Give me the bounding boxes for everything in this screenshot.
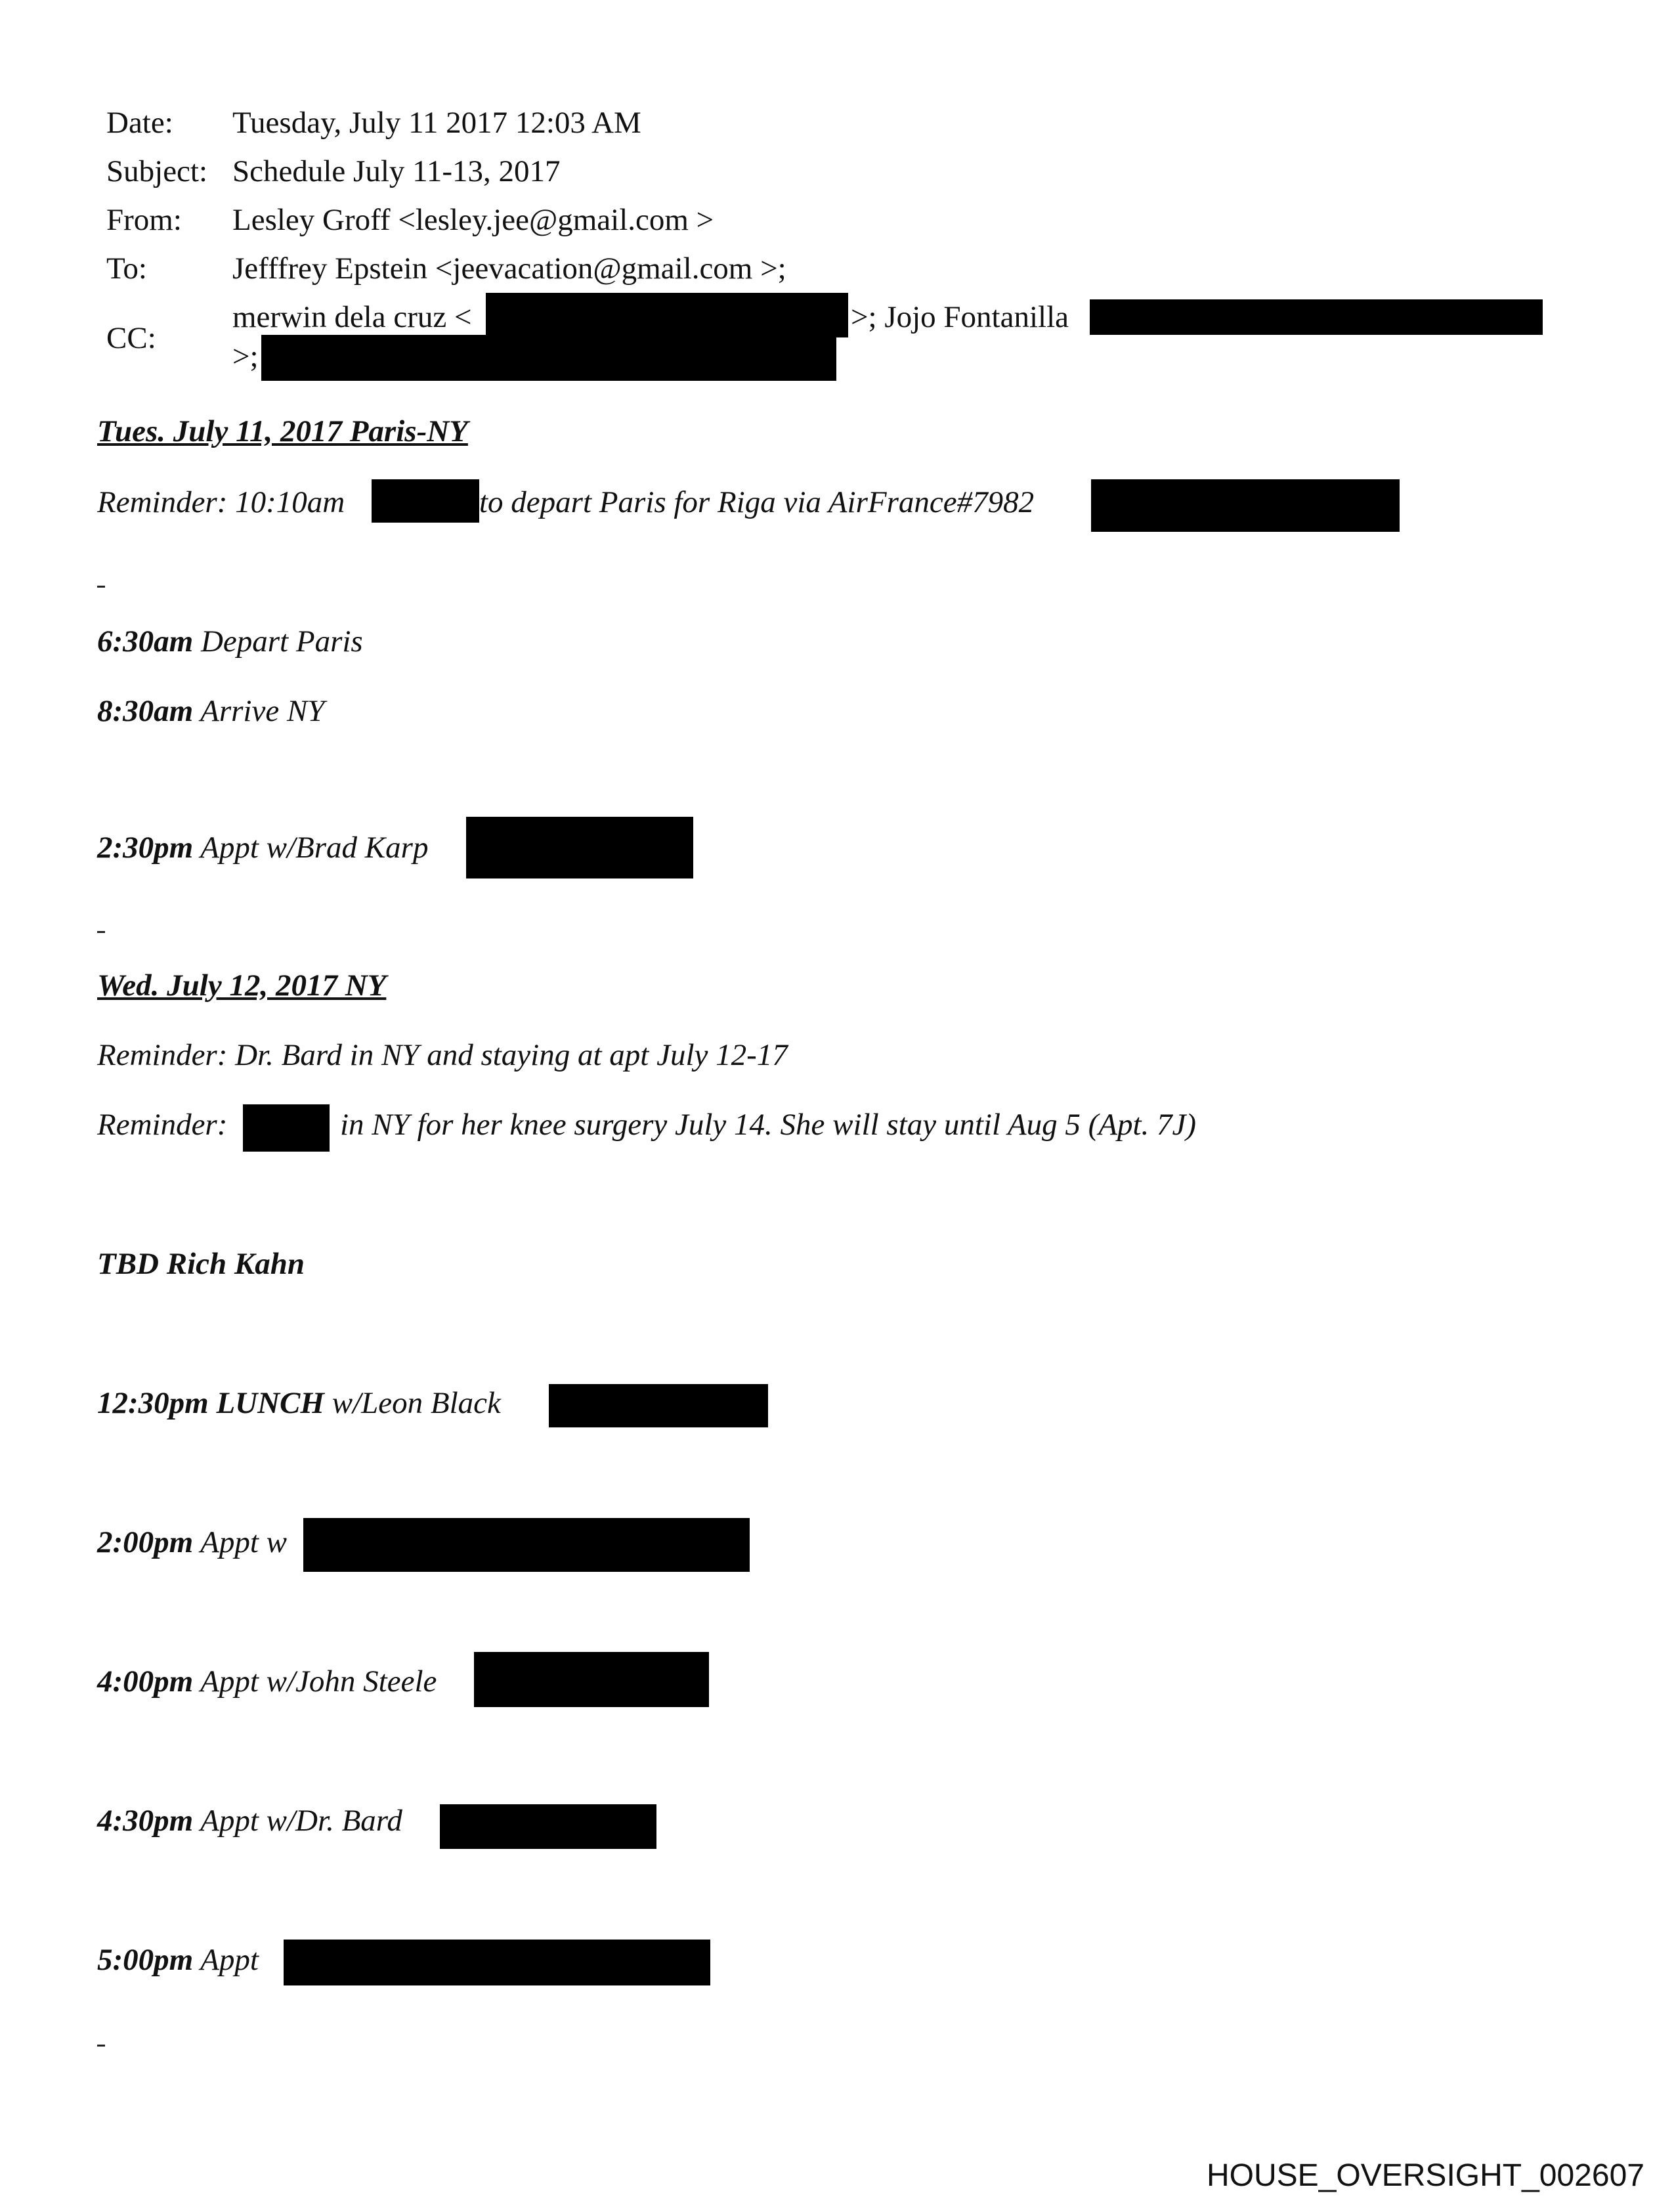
redaction-box	[261, 335, 836, 381]
subject-value: Schedule July 11-13, 2017	[232, 154, 561, 188]
dash-separator	[97, 586, 105, 588]
redaction-box	[474, 1652, 709, 1707]
entry-time: 2:30pm	[97, 831, 194, 865]
day2-entry	[97, 1806, 402, 1836]
redaction-box	[1091, 479, 1400, 532]
to-value: Jefffrey Epstein <jeevacation@gmail.com >;	[232, 251, 786, 286]
entry-text: Appt	[200, 1943, 259, 1977]
cc-value-part1: merwin dela cruz <	[232, 300, 472, 334]
day1-reminder-suffix: to depart Paris for Riga via AirFrance#7982	[479, 485, 1035, 519]
entry-text: Appt w/Brad Karp	[200, 831, 429, 865]
cc-value-part2: >; Jojo Fontanilla	[851, 300, 1069, 334]
redaction-box	[243, 1104, 330, 1152]
redaction-box	[303, 1518, 750, 1572]
redaction-box	[372, 479, 479, 523]
cc-value-part3: >;	[232, 339, 259, 374]
day2-reminder-1: Reminder: Dr. Bard in NY and staying at apt July 12-17	[97, 1038, 788, 1072]
from-label: From:	[106, 203, 182, 237]
day1-entry	[97, 833, 428, 863]
entry-text: Arrive NY	[200, 694, 325, 728]
entry-time: 12:30pm LUNCH	[97, 1386, 324, 1420]
entry-time: 4:00pm	[97, 1664, 194, 1699]
dash-separator	[97, 2045, 105, 2047]
redaction-box	[1090, 299, 1543, 335]
dash-separator	[97, 931, 105, 933]
redaction-box	[440, 1804, 656, 1849]
entry-text: w/Leon Black	[332, 1386, 501, 1420]
day2-entry	[97, 1666, 437, 1697]
day2-lunch	[97, 1388, 501, 1419]
day1-reminder-prefix: Reminder: 10:10am	[97, 485, 345, 519]
day2-entry	[97, 1945, 259, 1976]
subject-label: Subject:	[106, 154, 208, 188]
entry-time: 4:30pm	[97, 1804, 194, 1838]
date-value: Tuesday, July 11 2017 12:03 AM	[232, 106, 641, 140]
redaction-box	[466, 817, 693, 878]
to-label: To:	[106, 251, 147, 286]
entry-time: 6:30am	[97, 624, 194, 659]
entry-time: 2:00pm	[97, 1525, 194, 1559]
redaction-box	[549, 1384, 768, 1427]
entry-text: Depart Paris	[200, 624, 363, 659]
from-value: Lesley Groff <lesley.jee@gmail.com >	[232, 203, 714, 237]
bates-number: HOUSE_OVERSIGHT_002607	[1207, 2158, 1644, 2193]
entry-time: 5:00pm	[97, 1943, 194, 1977]
day1-entry	[97, 696, 324, 727]
day1-entry	[97, 626, 363, 657]
entry-text: Appt w/Dr. Bard	[200, 1804, 402, 1838]
entry-text: Appt w/John Steele	[200, 1664, 437, 1699]
day2-entry	[97, 1527, 287, 1558]
entry-text: Appt w	[200, 1525, 287, 1559]
day1-heading: Tues. July 11, 2017 Paris-NY	[97, 414, 468, 448]
cc-label: CC:	[106, 321, 156, 355]
redaction-box	[284, 1940, 710, 1985]
redaction-box	[486, 293, 848, 337]
date-label: Date:	[106, 106, 173, 140]
day2-tbd: TBD Rich Kahn	[97, 1247, 305, 1281]
day2-reminder2-suffix: in NY for her knee surgery July 14. She will stay until Aug 5 (Apt. 7J)	[340, 1108, 1197, 1142]
day2-heading: Wed. July 12, 2017 NY	[97, 968, 387, 1003]
entry-time: 8:30am	[97, 694, 194, 728]
day2-reminder2-prefix: Reminder:	[97, 1108, 228, 1142]
